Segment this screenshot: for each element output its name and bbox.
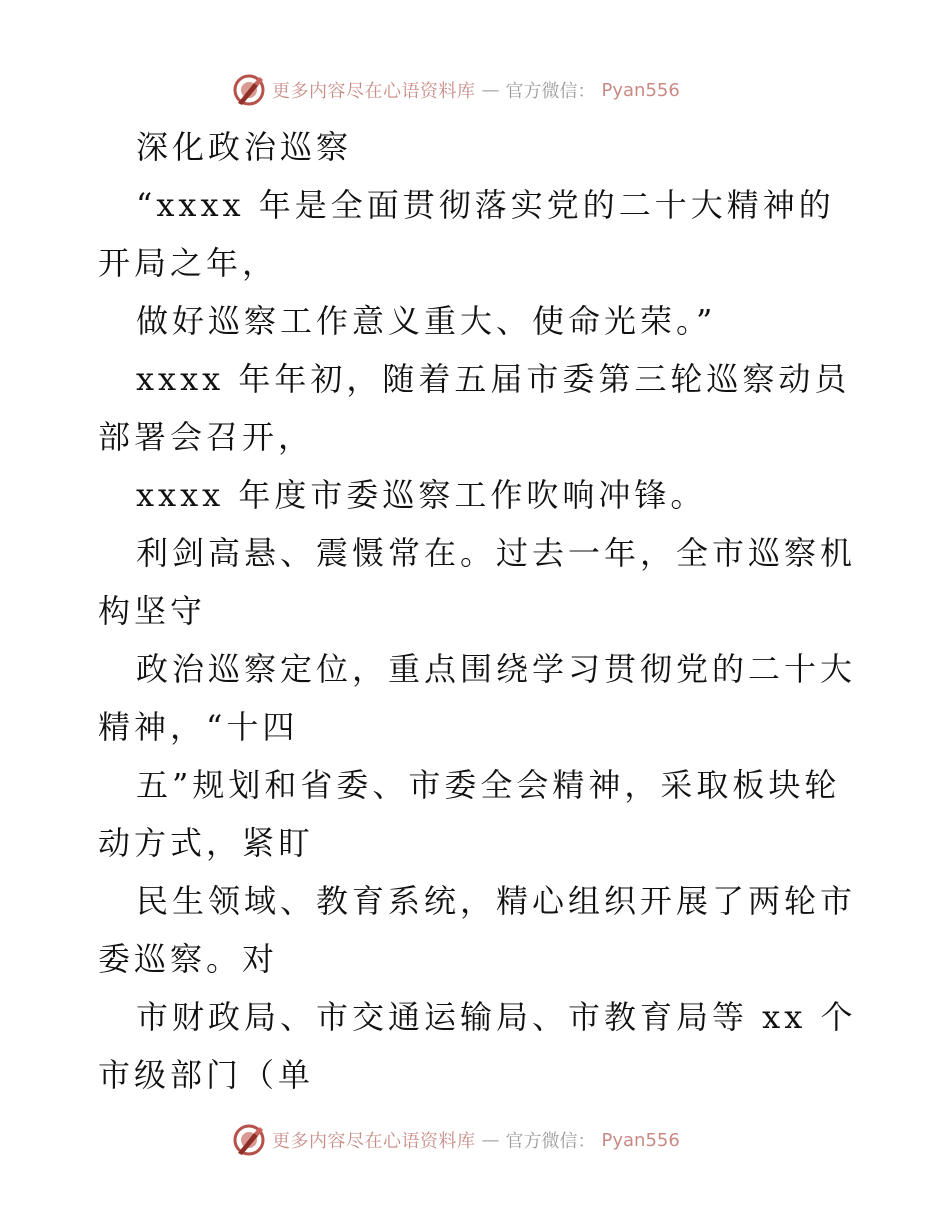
watermark-id: Pyan556 (601, 1129, 680, 1151)
paragraph: 做好巡察工作意义重大、使命光荣。” (136, 302, 717, 340)
paragraph: 五”规划和省委、市委全会精神，采取板块轮动方式，紧盯 (98, 766, 841, 862)
paragraph: xxxx 年年初，随着五届市委第三轮巡察动员部署会召开， (98, 360, 851, 456)
pen-logo-icon (232, 73, 266, 107)
paragraph: 民生领域、教育系统，精心组织开展了两轮市委巡察。对 (98, 882, 857, 978)
watermark-text: 更多内容尽在心语资料库 (272, 81, 476, 102)
watermark-separator: — (481, 1129, 500, 1151)
paragraph: 深化政治巡察 (136, 128, 353, 166)
watermark-label: 官方微信： (505, 81, 596, 102)
document-body (98, 118, 858, 1104)
footer-watermark (232, 1122, 680, 1158)
watermark-text: 更多内容尽在心语资料库 (272, 1131, 476, 1152)
paragraph: 市财政局、市交通运输局、市教育局等 xx 个市级部门（单 (98, 998, 857, 1094)
paragraph: 利剑高悬、震慑常在。过去一年，全市巡察机构坚守 (98, 534, 857, 630)
paragraph: xxxx 年度市委巡察工作吹响冲锋。 (136, 476, 707, 514)
paragraph: “xxxx 年是全面贯彻落实党的二十大精神的开局之年， (98, 186, 835, 282)
paragraph: 政治巡察定位，重点围绕学习贯彻党的二十大精神，“十四 (98, 650, 857, 746)
header-watermark (232, 72, 680, 108)
watermark-id: Pyan556 (601, 79, 680, 101)
pen-logo-icon (232, 1123, 266, 1157)
watermark-label: 官方微信： (505, 1131, 596, 1152)
watermark-separator: — (481, 79, 500, 101)
